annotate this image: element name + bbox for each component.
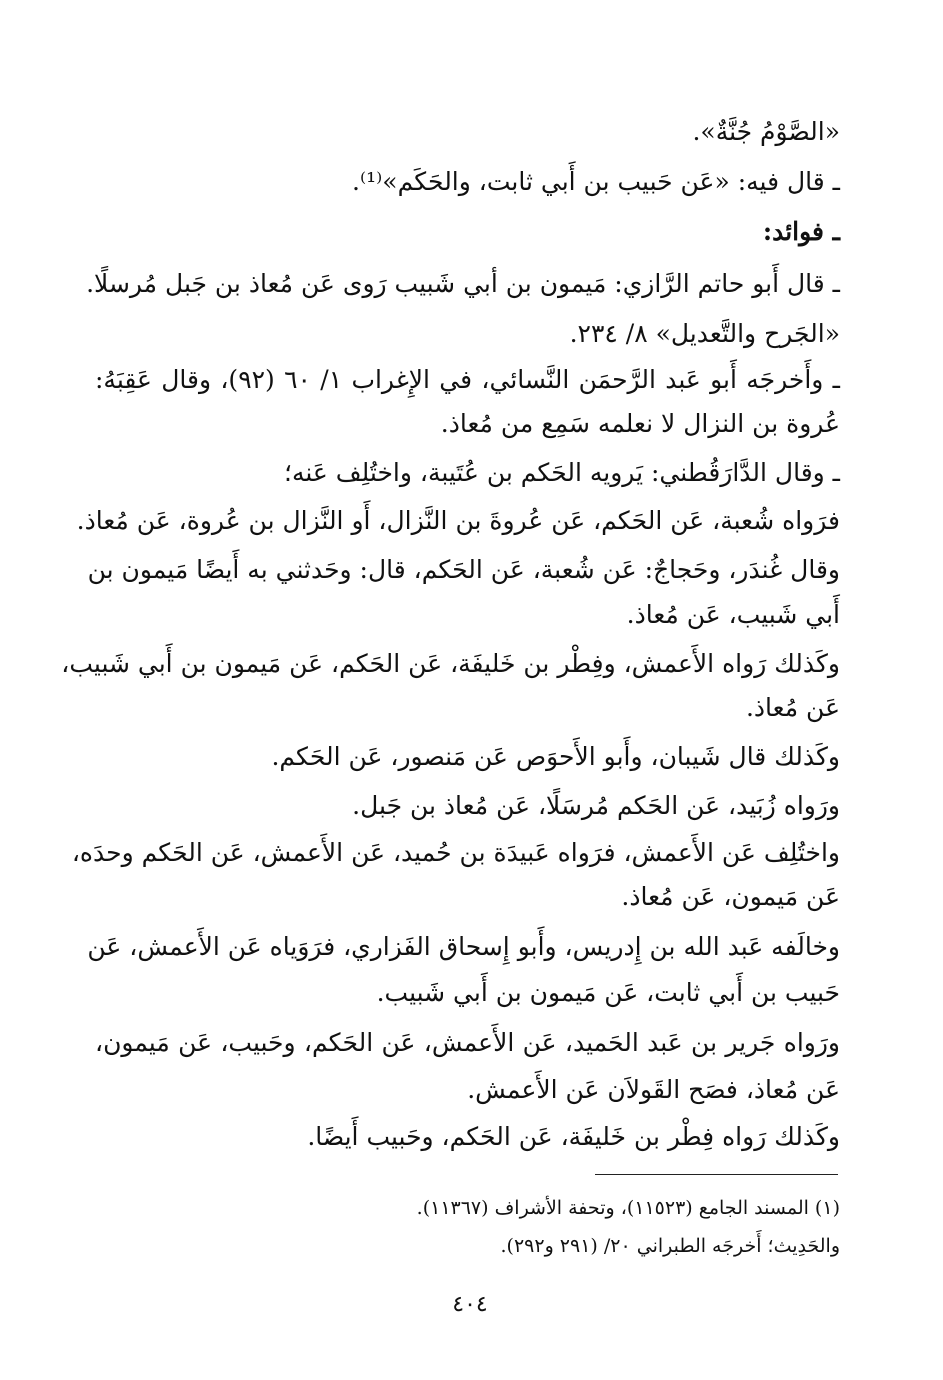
text-line: وخالَفه عَبد الله بن إِدريس، وأَبو إِسحاق الفَزاري، فرَوَياه عَن الأَعمش، عَن — [87, 932, 840, 961]
text-line: عُروة بن النزال لا نعلمه سَمِع من مُعاذ. — [440, 409, 840, 438]
text-line: ورَواه جَرير بن عَبد الحَميد، عَن الأَعمش، عَن الحَكم، وحَبيب، عَن مَيمون، — [95, 1028, 840, 1057]
text-line: عَن مُعاذ. — [745, 693, 840, 722]
footnote: والحَدِيث؛ أَخرجَه الطبراني ٢٠/ (٢٩١ و٢٩٢). — [500, 1235, 840, 1257]
text-line: ـ قال فيه: «عَن حَبيب بن أَبي ثابت، والحَكَم»⁽¹⁾. — [352, 167, 840, 196]
text-line: حَبيب بن أَبي ثابت، عَن مَيمون بن أَبي شَبيب. — [376, 978, 840, 1007]
text-line: ـ وأَخرجَه أَبو عَبد الرَّحمَن النَّسائي، في الإِغراب ١/ ٦٠ (٩٢)، وقال عَقِبَهُ: — [95, 365, 840, 394]
text-line: أَبي شَبيب، عَن مُعاذ. — [626, 600, 840, 629]
text-line: وقال غُندَر، وحَجاجٌ: عَن شُعبة، عَن الحَكم، قال: وحَدثني به أَيضًا مَيمون بن — [87, 555, 840, 584]
text-line: ـ قال أَبو حاتم الرَّازي: مَيمون بن أبي شَبيب رَوى عَن مُعاذ بن جَبل مُرسلًا. — [86, 269, 840, 298]
text-line: «الصَّوْمُ جُنَّةٌ». — [692, 117, 840, 146]
page-number: ٤٠٤ — [452, 1292, 488, 1317]
text-line: وكَذلك رَواه فِطْر بن خَليفَة، عَن الحَكم، وحَبيب أَيضًا. — [307, 1122, 840, 1151]
footnote-divider — [595, 1174, 838, 1175]
text-line: عَن مُعاذ، فصَح القَولاَن عَن الأَعمش. — [467, 1075, 840, 1104]
section-heading: ـ فوائد: — [762, 217, 840, 246]
text-line: فرَواه شُعبة، عَن الحَكم، عَن عُروةَ بن النَّزال، أَو النَّزال بن عُروة، عَن مُعاذ. — [76, 506, 840, 535]
text-line: ـ وقال الدَّارَقُطني: يَرويه الحَكم بن عُتَيبة، واختُلِف عَنه؛ — [284, 458, 840, 487]
text-line: عَن مَيمون، عَن مُعاذ. — [621, 882, 840, 911]
text-line: ورَواه زُبَيد، عَن الحَكم مُرسَلًا، عَن مُعاذ بن جَبل. — [352, 791, 840, 820]
text-line: «الجَرح والتَّعديل» ٨/ ٢٣٤. — [569, 319, 840, 348]
footnote: (١) المسند الجامع (١١٥٢٣)، وتحفة الأشراف (١١٣٦٧). — [416, 1197, 840, 1219]
text-line: وكَذلك قال شَيبان، وأَبو الأَحوَص عَن مَنصور، عَن الحَكم. — [271, 742, 840, 771]
text-line: واختُلِف عَن الأَعمش، فرَواه عَبيدَة بن حُميد، عَن الأَعمش، عَن الحَكم وحدَه، — [71, 838, 840, 867]
text-line: وكَذلك رَواه الأَعمش، وفِطْر بن خَليفَة، عَن الحَكم، عَن مَيمون بن أَبي شَبيب، — [61, 649, 840, 678]
